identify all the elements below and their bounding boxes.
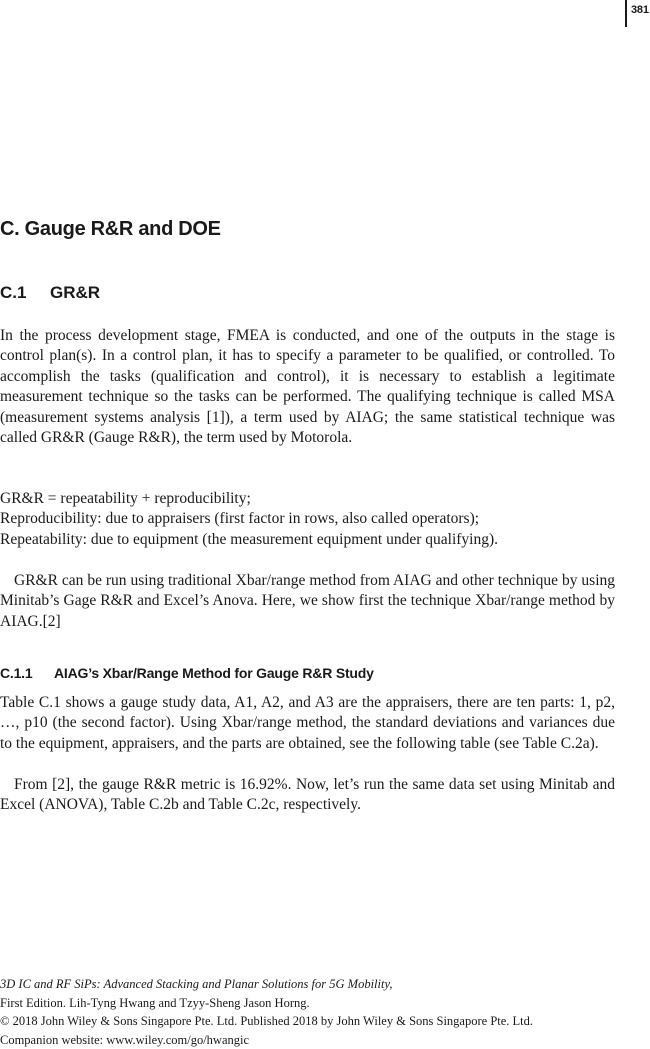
section-heading <box>0 283 100 303</box>
footer-edition: First Edition. Lih-Tyng Hwang and Tzyy-Sheng Jason Horng. <box>0 995 310 1010</box>
footer-book-title: 3D IC and RF SiPs: Advanced Stacking and Planar Solutions for 5G Mobility, <box>0 977 393 991</box>
result-paragraph: From [2], the gauge R&R metric is 16.92%. Now, let’s run the same data set using Minitab and Excel (ANOVA), Table C.2b and Table C.2c, respectively. <box>0 776 615 814</box>
chapter-title: C. Gauge R&R and DOE <box>0 218 221 240</box>
definition-repeatability: Repeatability: due to equipment (the measurement equipment under qualifying). <box>0 530 499 548</box>
definitions-list <box>0 489 620 550</box>
section-title: GR&R <box>50 283 101 302</box>
methods-paragraph: GR&R can be run using traditional Xbar/range method from AIAG and other technique by using Minitab’s Gage R&R and Excel’s Anova. Here, we show first the technique Xbar/range method by AIAG.[2] <box>0 572 615 630</box>
page-number-rule <box>625 0 627 27</box>
subsection-number: C.1.1 <box>0 665 33 681</box>
table-description-paragraph: Table C.1 shows a gauge study data, A1, A2, and A3 are the appraisers, there are ten parts: 1, p2, …, p10 (the second factor). Using Xbar/range method, the standard deviations and variances due to the equipment, appraisers, and the parts are obtained, see the following table (see Table C.2a). <box>0 694 615 752</box>
subsection-heading <box>0 665 374 681</box>
definition-grr: GR&R = repeatability + reproducibility; <box>0 490 251 507</box>
book-footer <box>0 975 640 1049</box>
footer-website: Companion website: www.wiley.com/go/hwangic <box>0 1032 250 1047</box>
page-number: 381 <box>631 4 649 16</box>
subsection-title: AIAG’s Xbar/Range Method for Gauge R&R Study <box>54 665 374 681</box>
section-number: C.1 <box>0 283 27 302</box>
definition-reproducibility: Reproducibility: due to appraisers (first factor in rows, also called operators); <box>0 510 480 528</box>
footer-copyright: © 2018 John Wiley & Sons Singapore Pte. Ltd. Published 2018 by John Wiley & Sons Singapore Pte. Ltd. <box>0 1014 534 1029</box>
intro-paragraph: In the process development stage, FMEA is conducted, and one of the outputs in the stage is control plan(s). In a control plan, it has to specify a parameter to be qualified, or controlled. To accomplish the tasks (qualification and control), it is necessary to establish a legitimate measurement technique so the tasks can be performed. The qualifying technique is called MSA (measurement systems analysis [1]), a term used by AIAG; the same statistical technique was called GR&R (Gauge R&R), the term used by Motorola. <box>0 327 615 447</box>
